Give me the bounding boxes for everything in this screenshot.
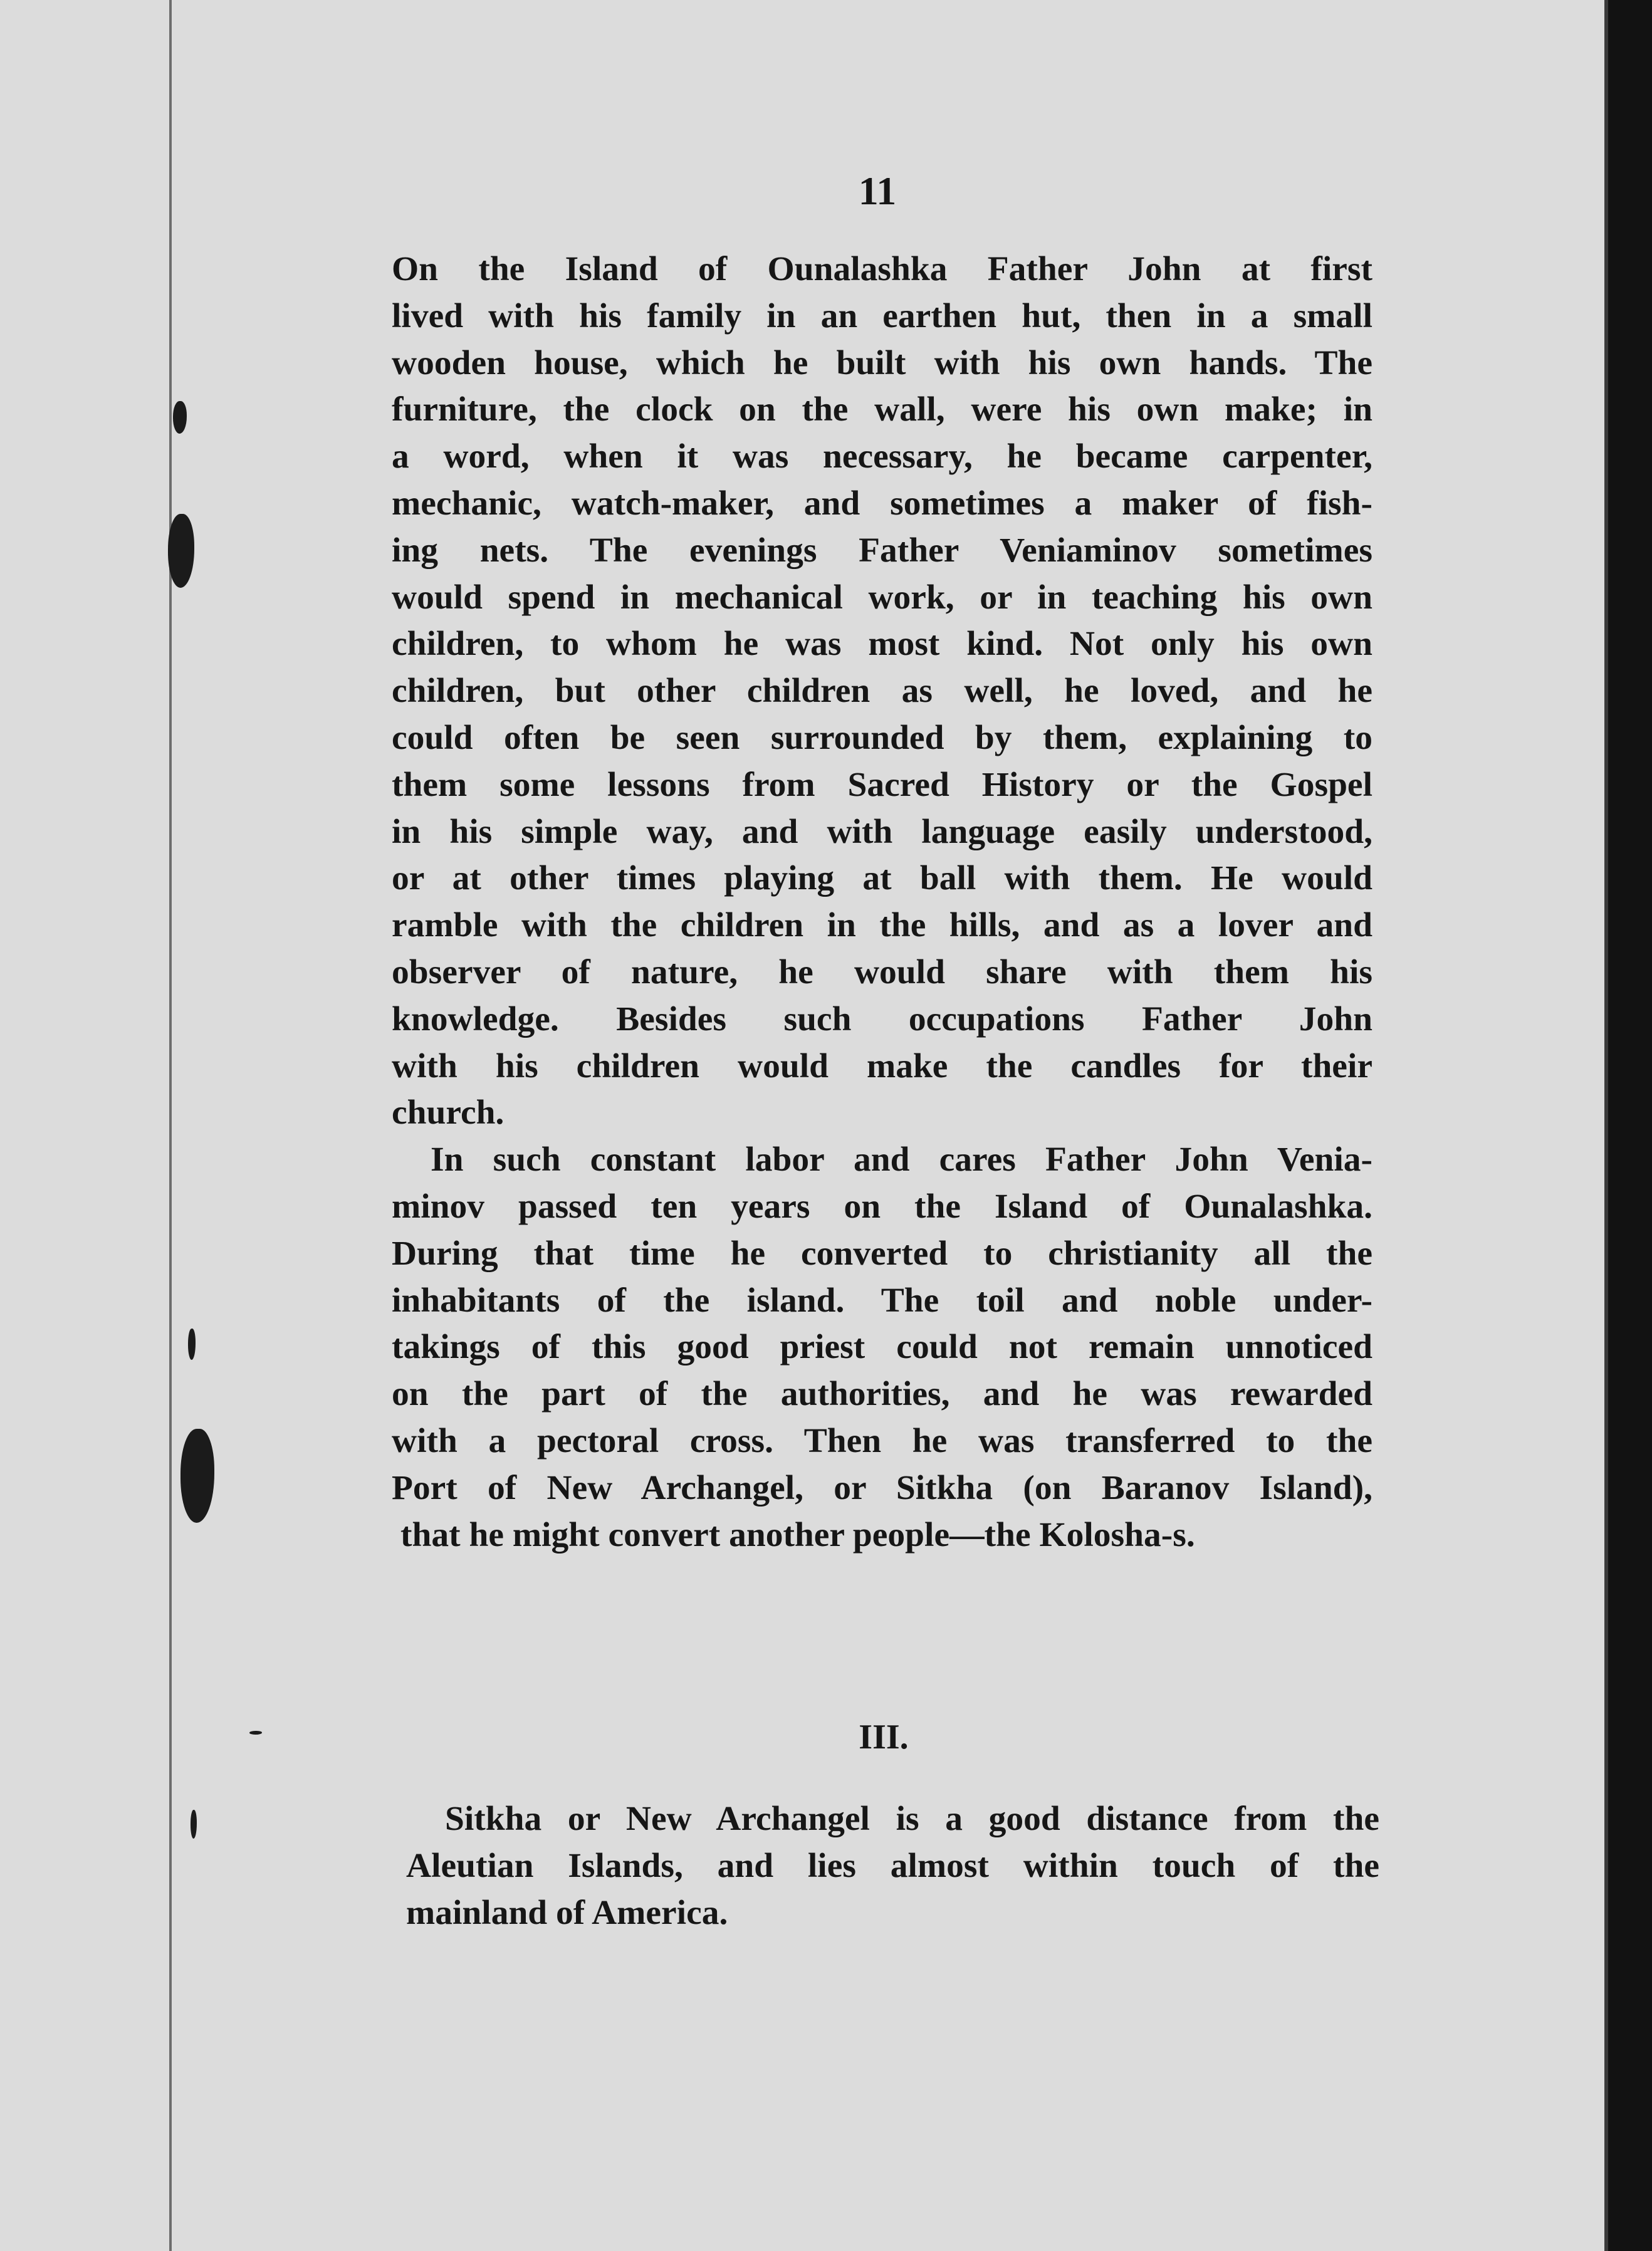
text-line: children, but other children as well, he loved, and he: [392, 672, 1372, 711]
text-line: During that time he converted to christianity all the: [392, 1234, 1372, 1273]
text-line: On the Island of Ounalashka Father John at first: [392, 250, 1372, 288]
text-line: a word, when it was necessary, he became carpenter,: [392, 437, 1372, 476]
text-line: or at other times playing at ball with them. He would: [392, 859, 1372, 898]
paragraph-3: [406, 1796, 1379, 1936]
text-line: minov passed ten years on the Island of Ounalashka.: [392, 1187, 1372, 1226]
text-line: them some lessons from Sacred History or the Gospel: [392, 765, 1372, 804]
text-line: in his simple way, and with language easily understood,: [392, 812, 1372, 851]
binding-line: [169, 0, 172, 2251]
text-line: Port of New Archangel, or Sitkha (on Baranov Island),: [392, 1468, 1372, 1507]
text-line: takings of this good priest could not remain unnoticed: [392, 1328, 1372, 1367]
text-line: In such constant labor and cares Father John Venia-: [431, 1141, 1372, 1179]
text-line: furniture, the clock on the wall, were his own make; in: [392, 390, 1372, 429]
text-line: Sitkha or New Archangel is a good distance from the: [445, 1800, 1379, 1838]
section-heading: III.: [859, 1718, 909, 1757]
text-line: ing nets. The evenings Father Veniaminov sometimes: [392, 531, 1372, 570]
text-line: would spend in mechanical work, or in teaching his own: [392, 578, 1372, 617]
text-line: ramble with the children in the hills, and as a lover and: [392, 906, 1372, 945]
text-line: that he might convert another people—the Kolosha-s.: [400, 1515, 1195, 1554]
text-line: wooden house, which he built with his own hands. The: [392, 343, 1372, 382]
text-line: on the part of the authorities, and he was rewarded: [392, 1375, 1372, 1414]
paragraph-2: [392, 1137, 1372, 1559]
text-line: could often be seen surrounded by them, explaining to: [392, 718, 1372, 757]
text-line: knowledge. Besides such occupations Father John: [392, 1000, 1372, 1038]
body-text: [392, 246, 1372, 1559]
page-edge-rule: [1604, 0, 1608, 2251]
text-line: Aleutian Islands, and lies almost within touch of the: [406, 1846, 1379, 1885]
text-line: mainland of America.: [406, 1893, 728, 1932]
text-line: with his children would make the candles for their: [392, 1047, 1372, 1085]
text-line: inhabitants of the island. The toil and noble under-: [392, 1281, 1372, 1320]
text-line: children, to whom he was most kind. Not only his own: [392, 625, 1372, 664]
page-edge-shadow: [1604, 0, 1652, 2251]
text-line: mechanic, watch-maker, and sometimes a maker of fish-: [392, 484, 1372, 523]
section-text: [406, 1796, 1379, 1936]
text-line: church.: [392, 1094, 504, 1132]
text-line: lived with his family in an earthen hut, then in a small: [392, 296, 1372, 335]
text-line: with a pectoral cross. Then he was transferred to the: [392, 1421, 1372, 1460]
paragraph-1: [392, 246, 1372, 1137]
page-number: 11: [858, 169, 897, 213]
text-line: observer of nature, he would share with them his: [392, 953, 1372, 991]
